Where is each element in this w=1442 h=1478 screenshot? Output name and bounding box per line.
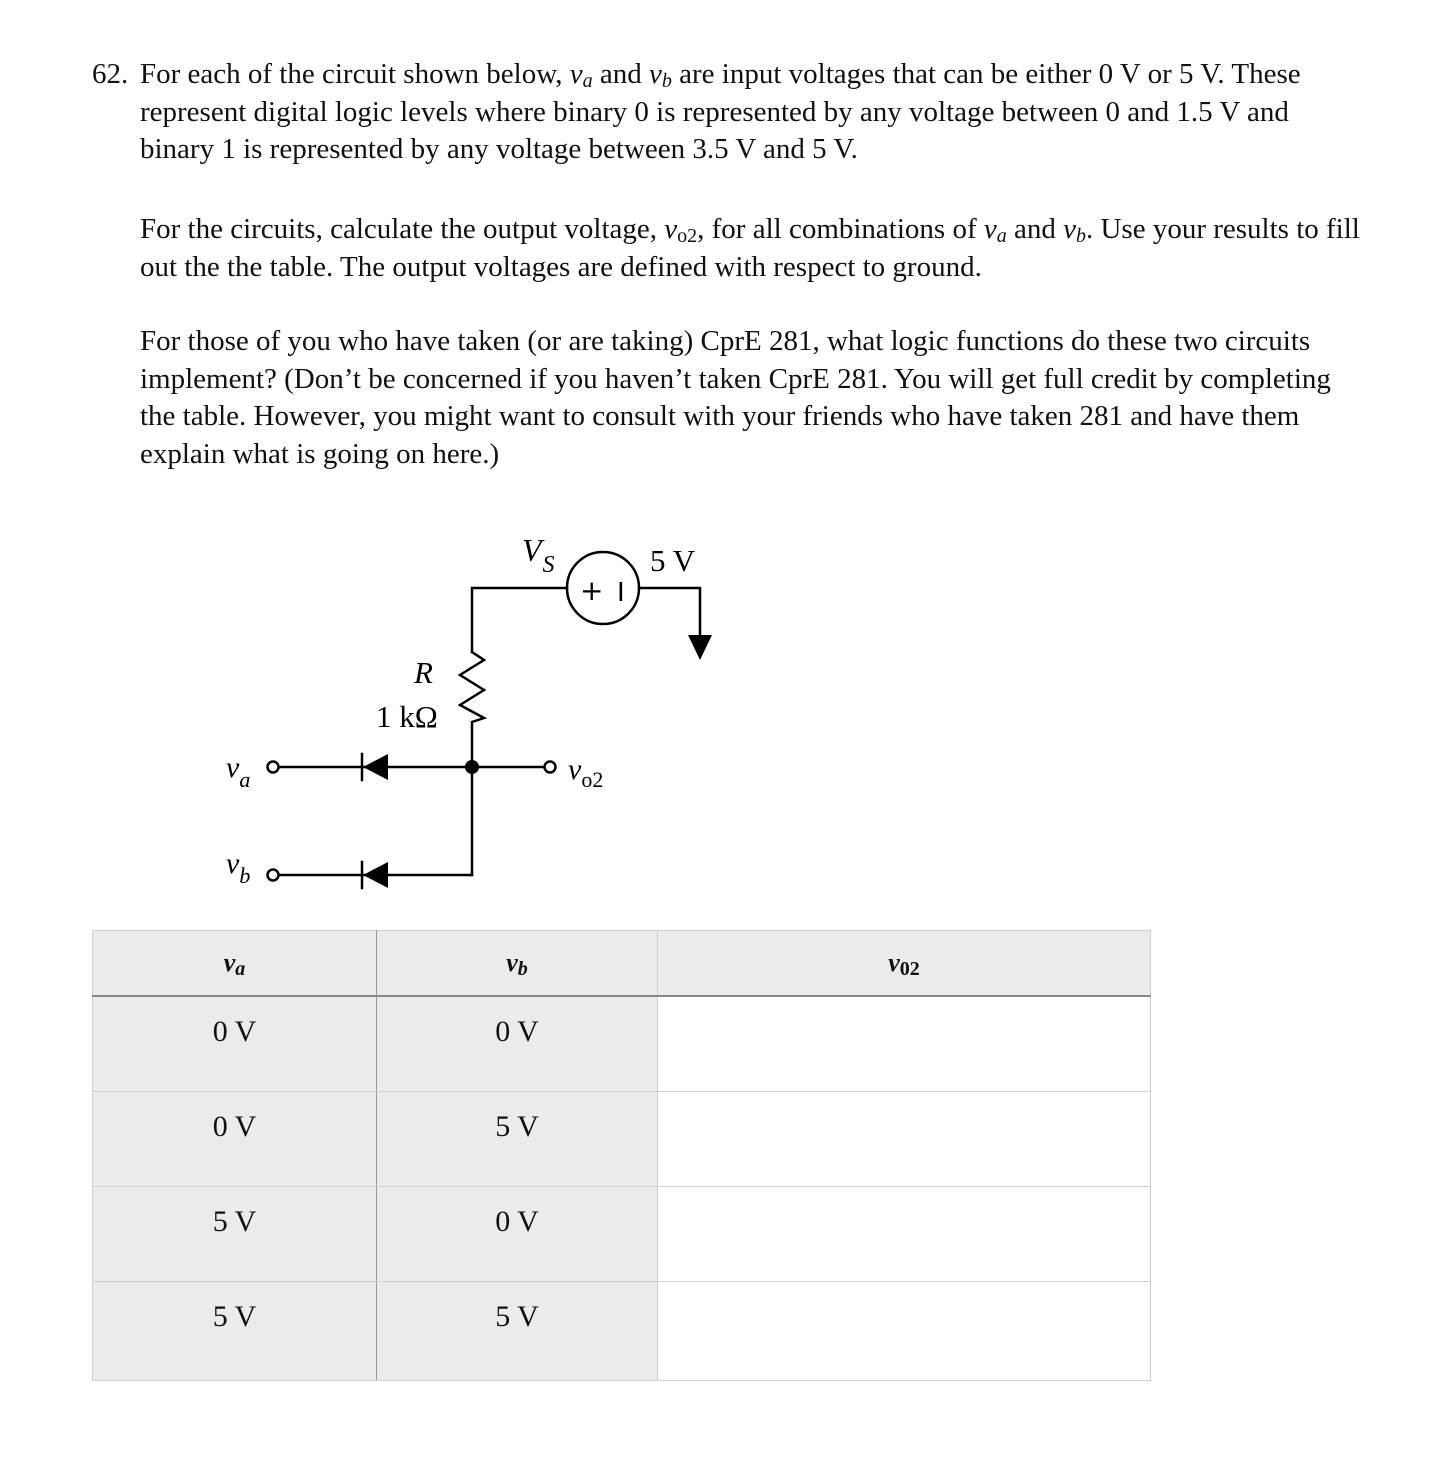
table-row bbox=[93, 1186, 1151, 1281]
terminal-va bbox=[268, 762, 279, 773]
source-plus: + bbox=[580, 574, 604, 607]
terminal-vo2 bbox=[545, 762, 556, 773]
wire-ground bbox=[639, 588, 700, 636]
vs-value: 5 V bbox=[650, 543, 696, 578]
problem-paragraph-2: For the circuits, calculate the output voltage, $v_{o2}$, for all combinations of $v_a$ and $v_b$. Use your results to fill out the the table. The output voltages are defined with respect to ground. bbox=[140, 213, 1360, 283]
diode-b bbox=[363, 862, 388, 888]
source-minus: I bbox=[617, 578, 625, 608]
table-row bbox=[93, 996, 1151, 1091]
cell-vb: 5 V bbox=[377, 1281, 658, 1380]
vs-label: $V_S$ bbox=[522, 532, 555, 578]
truth-table bbox=[92, 930, 1151, 1381]
header-vb: $v_b$ bbox=[377, 931, 658, 997]
cell-vo2[interactable] bbox=[658, 1091, 1151, 1186]
table-row bbox=[93, 1281, 1151, 1380]
cell-vo2[interactable] bbox=[658, 1281, 1151, 1380]
terminal-vb bbox=[268, 870, 279, 881]
diode-a bbox=[363, 754, 388, 780]
ground-icon bbox=[688, 635, 712, 660]
problem-paragraph-3: For those of you who have taken (or are taking) CprE 281, what logic functions do these two circuits implement? (Don’t be concerned if you haven’t taken CprE 281. You will get full credit by completing the table. However, you might want to consult with your friends who have taken 281 and have them explain what is going on here.) bbox=[140, 325, 1331, 470]
cell-va: 0 V bbox=[93, 996, 377, 1091]
vb-label: $v_b$ bbox=[226, 847, 251, 888]
table-header bbox=[93, 931, 1151, 997]
node-dot bbox=[465, 760, 479, 774]
header-va: $v_a$ bbox=[93, 931, 377, 997]
cell-vb: 0 V bbox=[377, 996, 658, 1091]
resistor-value: 1 kΩ bbox=[376, 699, 438, 734]
resistor-label: R bbox=[414, 655, 433, 690]
cell-va: 5 V bbox=[93, 1186, 377, 1281]
vo2-label: $v_{o2}$ bbox=[568, 753, 604, 792]
cell-vo2[interactable] bbox=[658, 1186, 1151, 1281]
cell-vo2[interactable] bbox=[658, 996, 1151, 1091]
va-label: $v_a$ bbox=[226, 751, 251, 792]
cell-va: 0 V bbox=[93, 1091, 377, 1186]
table-row bbox=[93, 1091, 1151, 1186]
header-vo2: $v_{02}$ bbox=[658, 931, 1151, 997]
problem-number: 62. bbox=[92, 58, 129, 90]
cell-vb: 5 V bbox=[377, 1091, 658, 1186]
cell-vb: 0 V bbox=[377, 1186, 658, 1281]
cell-va: 5 V bbox=[93, 1281, 377, 1380]
wire-top bbox=[472, 588, 567, 652]
problem-paragraph-1: For each of the circuit shown below, $v_a$ and $v_b$ are input voltages that can be either 0 V or 5 V. These represent digital logic levels where binary 0 is represented by any voltage between 0 and 1.5 V and binary 1 is represented by any voltage between 3.5 V and 5 V. bbox=[140, 58, 1301, 165]
